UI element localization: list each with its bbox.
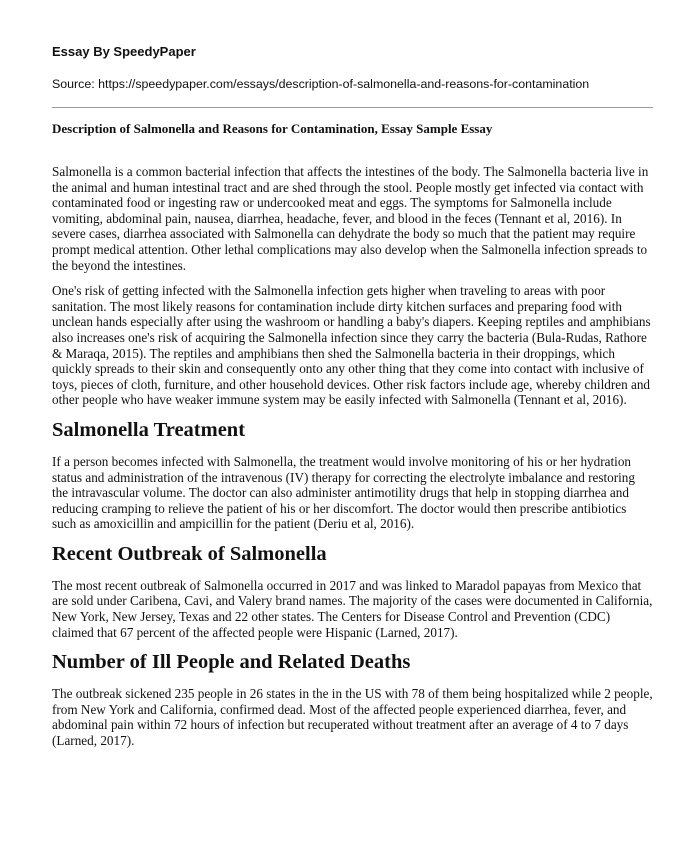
document-title: Description of Salmonella and Reasons for Contamination, Essay Sample Essay [52,121,493,136]
header-divider [52,107,653,108]
section-paragraph-recent-outbreak: The most recent outbreak of Salmonella occurred in 2017 and was linked to Maradol papayas from Mexico that are sold under Caribena, Cavi, and Valery brand names. The majority of the cases were documented in California, New York, New Jersey, Texas and 22 other states. The Centers for Disease Control and Prevention (CDC) claimed that 67 percent of the affected people were Hispanic (Larned, 2017). [52,577,653,640]
section-paragraph-treatment: If a person becomes infected with Salmonella, the treatment would involve monitoring of his or her hydration status and administration of the intravenous (IV) therapy for correcting the electrolyte imbalance and restoring the intravascular volume. The doctor can also administer antimotility drugs that help in stopping diarrhea and reducing cramping to relieve the patient of his or her discomfort. The doctor would then prescribe antibiotics such as amoxicillin and ampicillin for the patient (Deriu et al, 2016). [52,453,635,532]
intro-paragraph-2: One's risk of getting infected with the Salmonella infection gets higher when traveling to areas with poor sanitation. The most likely reasons for contamination include dirty kitchen surfaces and preparing food with unclean hands especially after using the washroom or handling a baby's diapers. Keeping reptiles and amphibians also increases one's risk of acquiring the Salmonella infection since they carry the bacteria (Bula-Rudas, Rathore & Maraqa, 2015). The reptiles and amphibians then shed the Salmonella bacteria in their droppings, which quickly spreads to their skin and consequently onto any other thing that they come into contact with inclusive of toys, pieces of cloth, furniture, and other household devices. Other risk factors include age, whereby children and other people who have weaker immune system may be easily infected with Salmonella (Tennant et al, 2016). [52,283,651,408]
brand-label: Essay By SpeedyPaper [52,44,196,59]
intro-paragraph-1: Salmonella is a common bacterial infection that affects the intestines of the body. The Salmonella bacteria live in the animal and human intestinal tract and are shed through the stool. People mostly get infected via contact with contaminated food or ingesting raw or undercooked meat and eggs. The symptoms for Salmonella include vomiting, abdominal pain, nausea, diarrhea, headache, fever, and blood in the feces (Tennant et al, 2016). In severe cases, diarrhea associated with Salmonella can dehydrate the body so much that the patient may require prompt medical attention. Other lethal complications may also develop when the Salmonella infection spreads to the beyond the intestines. [52,164,649,273]
section-paragraph-ill-people: The outbreak sickened 235 people in 26 states in the in the US with 78 of them being hospitalized while 2 people, from New York and California, confirmed dead. Most of the affected people experienced diarrhea, fever, and abdominal pain within 72 hours of infection but recuperated without treatment after an average of 4 to 7 days (Larned, 2017). [52,686,653,749]
source-url[interactable]: Source: https://speedypaper.com/essays/description-of-salmonella-and-reasons-for-contamination [52,77,590,91]
section-heading-treatment: Salmonella Treatment [52,418,246,441]
page-header [52,0,653,92]
section-heading-recent-outbreak: Recent Outbreak of Salmonella [52,542,327,565]
document-body [52,164,653,749]
section-heading-ill-people: Number of Ill People and Related Deaths [52,651,411,674]
